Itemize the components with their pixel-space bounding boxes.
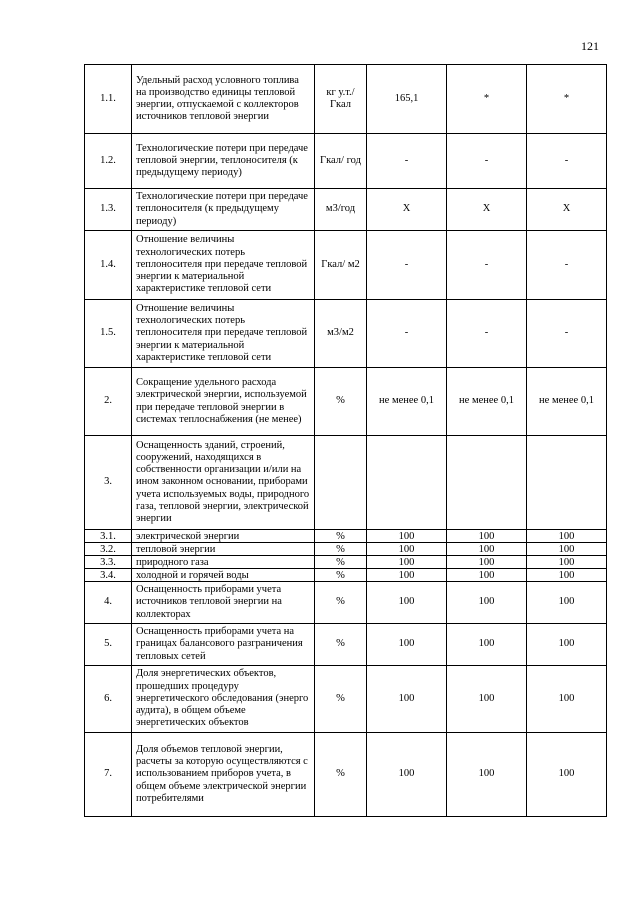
indicator-name: электрической энергии — [132, 530, 315, 543]
value-1: - — [367, 300, 447, 368]
table-row — [85, 624, 607, 666]
value-3: 100 — [527, 530, 607, 543]
value-1 — [367, 436, 447, 530]
indicator-name: Технологические потери при передаче тепловой энергии, теплоносителя (к предыдущему периоду) — [132, 134, 315, 189]
table-row — [85, 189, 607, 231]
indicator-name: Сокращение удельного расхода электрической энергии, используемой при передаче тепловой энергии в системах теплоснабжения (не менее) — [132, 368, 315, 436]
row-number: 4. — [85, 582, 132, 624]
unit: кг у.т./ Гкал — [315, 65, 367, 134]
table-row — [85, 134, 607, 189]
value-3: - — [527, 231, 607, 300]
value-1: 100 — [367, 530, 447, 543]
row-number: 1.2. — [85, 134, 132, 189]
table-row — [85, 530, 607, 543]
row-number: 7. — [85, 733, 132, 817]
unit — [315, 436, 367, 530]
value-1: - — [367, 231, 447, 300]
row-number: 6. — [85, 666, 132, 733]
indicator-name: природного газа — [132, 556, 315, 569]
row-number: 3.3. — [85, 556, 132, 569]
value-3: 100 — [527, 666, 607, 733]
value-3: * — [527, 65, 607, 134]
value-3: 100 — [527, 624, 607, 666]
unit: Гкал/ год — [315, 134, 367, 189]
value-1: Х — [367, 189, 447, 231]
indicator-name: холодной и горячей воды — [132, 569, 315, 582]
indicator-name: Технологические потери при передаче теплоносителя (к предыдущему периоду) — [132, 189, 315, 231]
value-2: - — [447, 134, 527, 189]
unit: % — [315, 556, 367, 569]
value-3: 100 — [527, 543, 607, 556]
indicator-name: Оснащенность приборами учета на границах балансового разграничения тепловых сетей — [132, 624, 315, 666]
indicator-name: Доля энергетических объектов, прошедших процедуру энергетического обследования (энерго аудита), в общем объеме энергетических объектов — [132, 666, 315, 733]
value-3: 100 — [527, 569, 607, 582]
row-number: 3.4. — [85, 569, 132, 582]
row-number: 1.3. — [85, 189, 132, 231]
table-row — [85, 556, 607, 569]
value-3: - — [527, 300, 607, 368]
table-row — [85, 300, 607, 368]
row-number: 1.4. — [85, 231, 132, 300]
row-number: 1.1. — [85, 65, 132, 134]
value-3: - — [527, 134, 607, 189]
indicator-name: Оснащенность зданий, строений, сооружений, находящихся в собственности организации и/или на ином законном основании, приборами учета используемых воды, природного газа, тепловой энергии, электрической энергии — [132, 436, 315, 530]
value-2: 100 — [447, 530, 527, 543]
value-1: 100 — [367, 624, 447, 666]
indicator-name: тепловой энергии — [132, 543, 315, 556]
row-number: 5. — [85, 624, 132, 666]
unit: % — [315, 543, 367, 556]
indicator-name: Доля объемов тепловой энергии, расчеты за которую осуществляются с использованием приборов учета, в общем объеме электрической энергии потребителями — [132, 733, 315, 817]
value-2: Х — [447, 189, 527, 231]
value-2: 100 — [447, 543, 527, 556]
indicator-name: Отношение величины технологических потерь теплоносителя при передаче тепловой энергии к материальной характеристике тепловой сети — [132, 300, 315, 368]
value-3 — [527, 436, 607, 530]
value-1: 100 — [367, 543, 447, 556]
value-2 — [447, 436, 527, 530]
table-row — [85, 582, 607, 624]
indicators-table — [84, 64, 607, 817]
value-1: 100 — [367, 582, 447, 624]
value-2: 100 — [447, 624, 527, 666]
value-3: 100 — [527, 582, 607, 624]
value-3: 100 — [527, 556, 607, 569]
indicator-name: Удельный расход условного топлива на производство единицы тепловой энергии, отпускаемой с коллекторов источников тепловой энергии — [132, 65, 315, 134]
row-number: 3.1. — [85, 530, 132, 543]
row-number: 2. — [85, 368, 132, 436]
table-row — [85, 666, 607, 733]
value-1: 100 — [367, 666, 447, 733]
unit: % — [315, 530, 367, 543]
indicator-name: Отношение величины технологических потерь теплоносителя при передаче тепловой энергии к материальной характеристике тепловой сети — [132, 231, 315, 300]
unit: м3/год — [315, 189, 367, 231]
unit: % — [315, 624, 367, 666]
value-1: 100 — [367, 569, 447, 582]
value-2: 100 — [447, 666, 527, 733]
unit: % — [315, 368, 367, 436]
table-row — [85, 436, 607, 530]
table-row — [85, 733, 607, 817]
value-1: 100 — [367, 556, 447, 569]
value-2: - — [447, 231, 527, 300]
value-3: 100 — [527, 733, 607, 817]
table-row — [85, 569, 607, 582]
value-2: 100 — [447, 569, 527, 582]
unit: м3/м2 — [315, 300, 367, 368]
value-2: 100 — [447, 556, 527, 569]
row-number: 1.5. — [85, 300, 132, 368]
value-1: - — [367, 134, 447, 189]
value-2: - — [447, 300, 527, 368]
value-2: 100 — [447, 733, 527, 817]
value-2: не менее 0,1 — [447, 368, 527, 436]
unit: Гкал/ м2 — [315, 231, 367, 300]
unit: % — [315, 569, 367, 582]
value-2: 100 — [447, 582, 527, 624]
page-number: 121 — [581, 39, 599, 53]
table-row — [85, 65, 607, 134]
unit: % — [315, 733, 367, 817]
indicator-name: Оснащенность приборами учета источников тепловой энергии на коллекторах — [132, 582, 315, 624]
table-row — [85, 543, 607, 556]
table-row — [85, 368, 607, 436]
value-1: не менее 0,1 — [367, 368, 447, 436]
unit: % — [315, 582, 367, 624]
row-number: 3. — [85, 436, 132, 530]
row-number: 3.2. — [85, 543, 132, 556]
value-2: * — [447, 65, 527, 134]
value-1: 100 — [367, 733, 447, 817]
value-3: не менее 0,1 — [527, 368, 607, 436]
value-1: 165,1 — [367, 65, 447, 134]
value-3: Х — [527, 189, 607, 231]
table-row — [85, 231, 607, 300]
unit: % — [315, 666, 367, 733]
